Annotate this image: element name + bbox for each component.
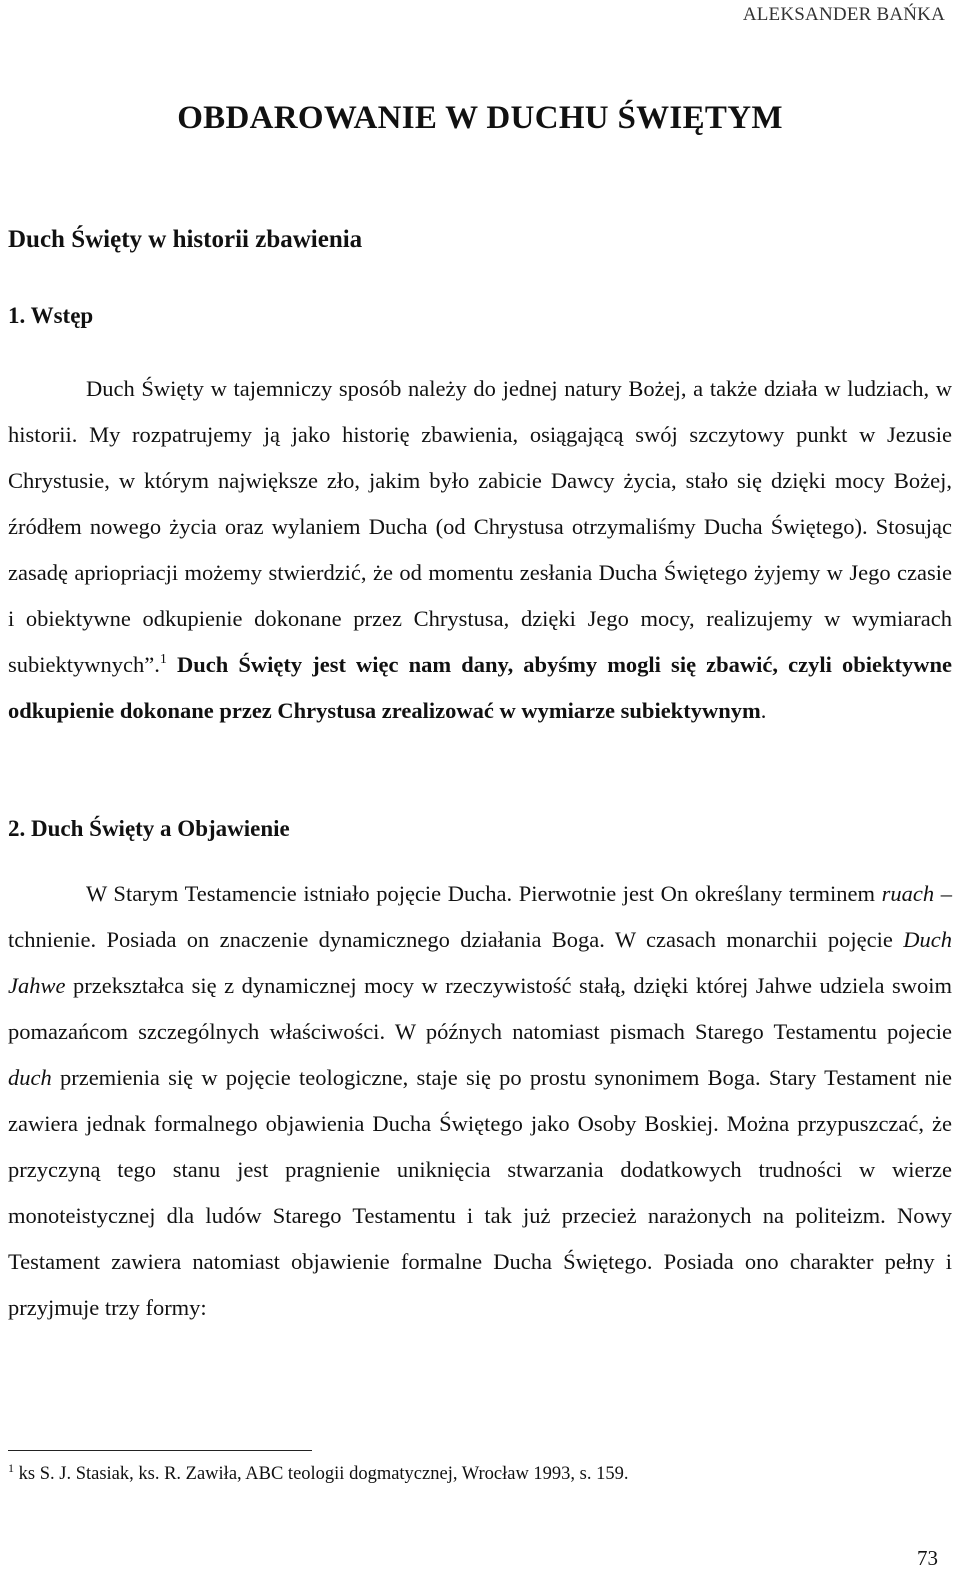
section-2-paragraph bbox=[8, 871, 952, 1331]
section-1-paragraph bbox=[8, 366, 952, 734]
section-2-heading: 2. Duch Święty a Objawienie bbox=[8, 816, 290, 841]
paragraph-text-3: przekształca się z dynamicznej mocy w rzeczywistość stałą, dzięki której Jahwe udziela swoim pomazańcom szczególnych właściwości. W późnych natomiast pismach Starego Testamentu pojecie bbox=[8, 973, 952, 1044]
italic-term-duch-jahwe: Duch Jahwe bbox=[8, 927, 952, 998]
page-number: 73 bbox=[917, 1546, 938, 1570]
paragraph-text-4: przemienia się w pojęcie teologiczne, staje się po prostu synonimem Boga. Stary Testament nie zawiera jednak formalnego objawienia Ducha Świętego jako Osoby Boskiej. Można przypuszczać, że przyczyną tego stanu jest pragnienie uniknięcia stwarzania dodatkowych trudności w wierze monoteistycznej dla ludów Starego Testamentu i tak już przecież narażonych na politeizm. Nowy Testament zawiera natomiast objawienie formalne Ducha Świętego. Posiada ono charakter pełny i przyjmuje trzy formy: bbox=[8, 1065, 952, 1320]
italic-term-duch: duch bbox=[8, 1065, 52, 1090]
paragraph-text-1: W Starym Testamencie istniało pojęcie Ducha. Pierwotnie jest On określany terminem bbox=[86, 881, 882, 906]
footnote-text: ks S. J. Stasiak, ks. R. Zawiła, ABC teologii dogmatycznej, Wrocław 1993, s. 159. bbox=[14, 1464, 629, 1484]
bold-statement: Duch Święty jest więc nam dany, abyśmy mogli się zbawić, czyli obiektywne odkupienie dokonane przez Chrystusa zrealizować w wymiarze subiektywnym bbox=[8, 652, 953, 723]
footnote-divider bbox=[8, 1450, 312, 1451]
section-1-heading: 1. Wstęp bbox=[8, 303, 94, 328]
document-title: OBDAROWANIE W DUCHU ŚWIĘTYM bbox=[177, 100, 783, 136]
paragraph-text: Duch Święty w tajemniczy sposób należy do jednej natury Bożej, a także działa w ludziach, w historii. My rozpatrujemy ją jako historię zbawienia, osiągającą swój szczytowy punkt w Jezusie Chrystusie, w którym największe zło, jakim było zabicie Dawcy życia, stało się dzięki mocy Bożej, źródłem nowego życia oraz wylaniem Ducha (od Chrystusa otrzymaliśmy Ducha Świętego). Stosując zasadę apriopriacji możemy stwierdzić, że od momentu zesłania Ducha Świętego żyjemy w Jego czasie i obiektywne odkupienie dokonane przez Chrystusa, dzięki Jego mocy, realizujemy w wymiarach subiektywnych”. bbox=[8, 376, 952, 677]
document-subtitle: Duch Święty w historii zbawienia bbox=[8, 226, 363, 253]
footnote-number: 1 bbox=[8, 1461, 14, 1475]
footnote bbox=[8, 1461, 629, 1485]
italic-term-ruach: ruach bbox=[881, 881, 935, 906]
paragraph-text-2: – tchnienie. Posiada on znaczenie dynamicznego działania Boga. W czasach monarchii pojęcie bbox=[8, 881, 953, 952]
paragraph-end: . bbox=[760, 698, 767, 723]
footnote-reference: 1 bbox=[159, 652, 167, 667]
running-header-author: ALEKSANDER BAŃKA bbox=[742, 4, 945, 25]
